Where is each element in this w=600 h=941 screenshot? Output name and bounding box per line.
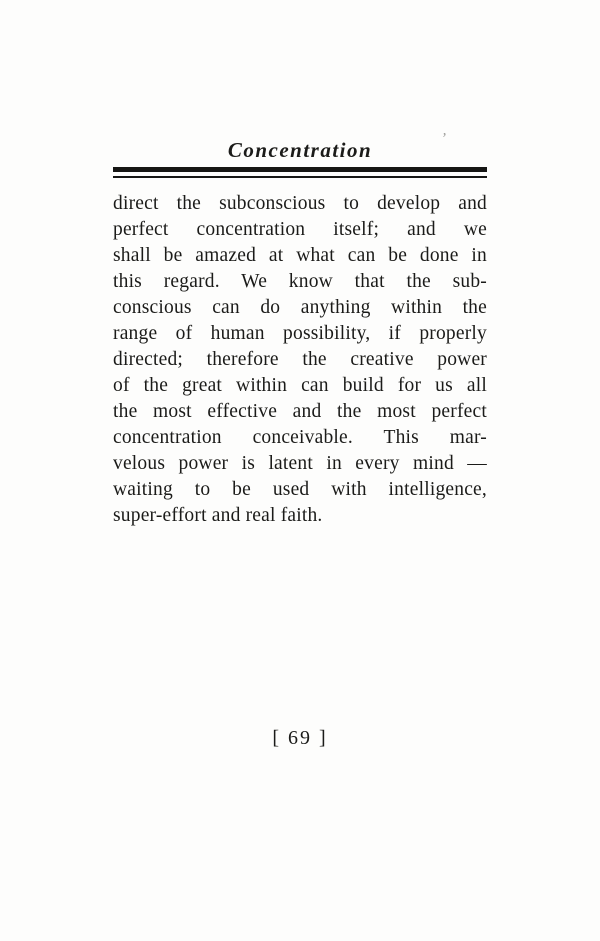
double-rule-thin <box>113 176 487 178</box>
text-line: velous power is latent in every mind — <box>113 453 487 474</box>
double-rule-thick <box>113 167 487 172</box>
text-column <box>113 138 487 750</box>
text-line: conscious can do anything within the <box>113 297 487 318</box>
scan-artifact-mark: ʼ <box>441 131 446 147</box>
text-line: perfect concentration itself; and we <box>113 219 487 240</box>
text-line: concentration conceivable. This mar- <box>113 427 487 448</box>
body-paragraph <box>113 191 487 529</box>
page-number: [ 69 ] <box>272 727 328 749</box>
text-line: range of human possibility, if properly <box>113 323 487 344</box>
text-line: waiting to be used with intelligence, <box>113 479 487 500</box>
text-line: of the great within can build for us all <box>113 375 487 396</box>
running-head-title: Concentration <box>227 138 373 162</box>
text-line: this regard. We know that the sub- <box>113 271 487 292</box>
text-line: directed; therefore the creative power <box>113 349 487 370</box>
text-line: the most effective and the most perfect <box>113 401 487 422</box>
text-line: shall be amazed at what can be done in <box>113 245 487 266</box>
text-line: super-effort and real faith. <box>113 505 323 526</box>
text-line: direct the subconscious to develop and <box>113 193 487 214</box>
